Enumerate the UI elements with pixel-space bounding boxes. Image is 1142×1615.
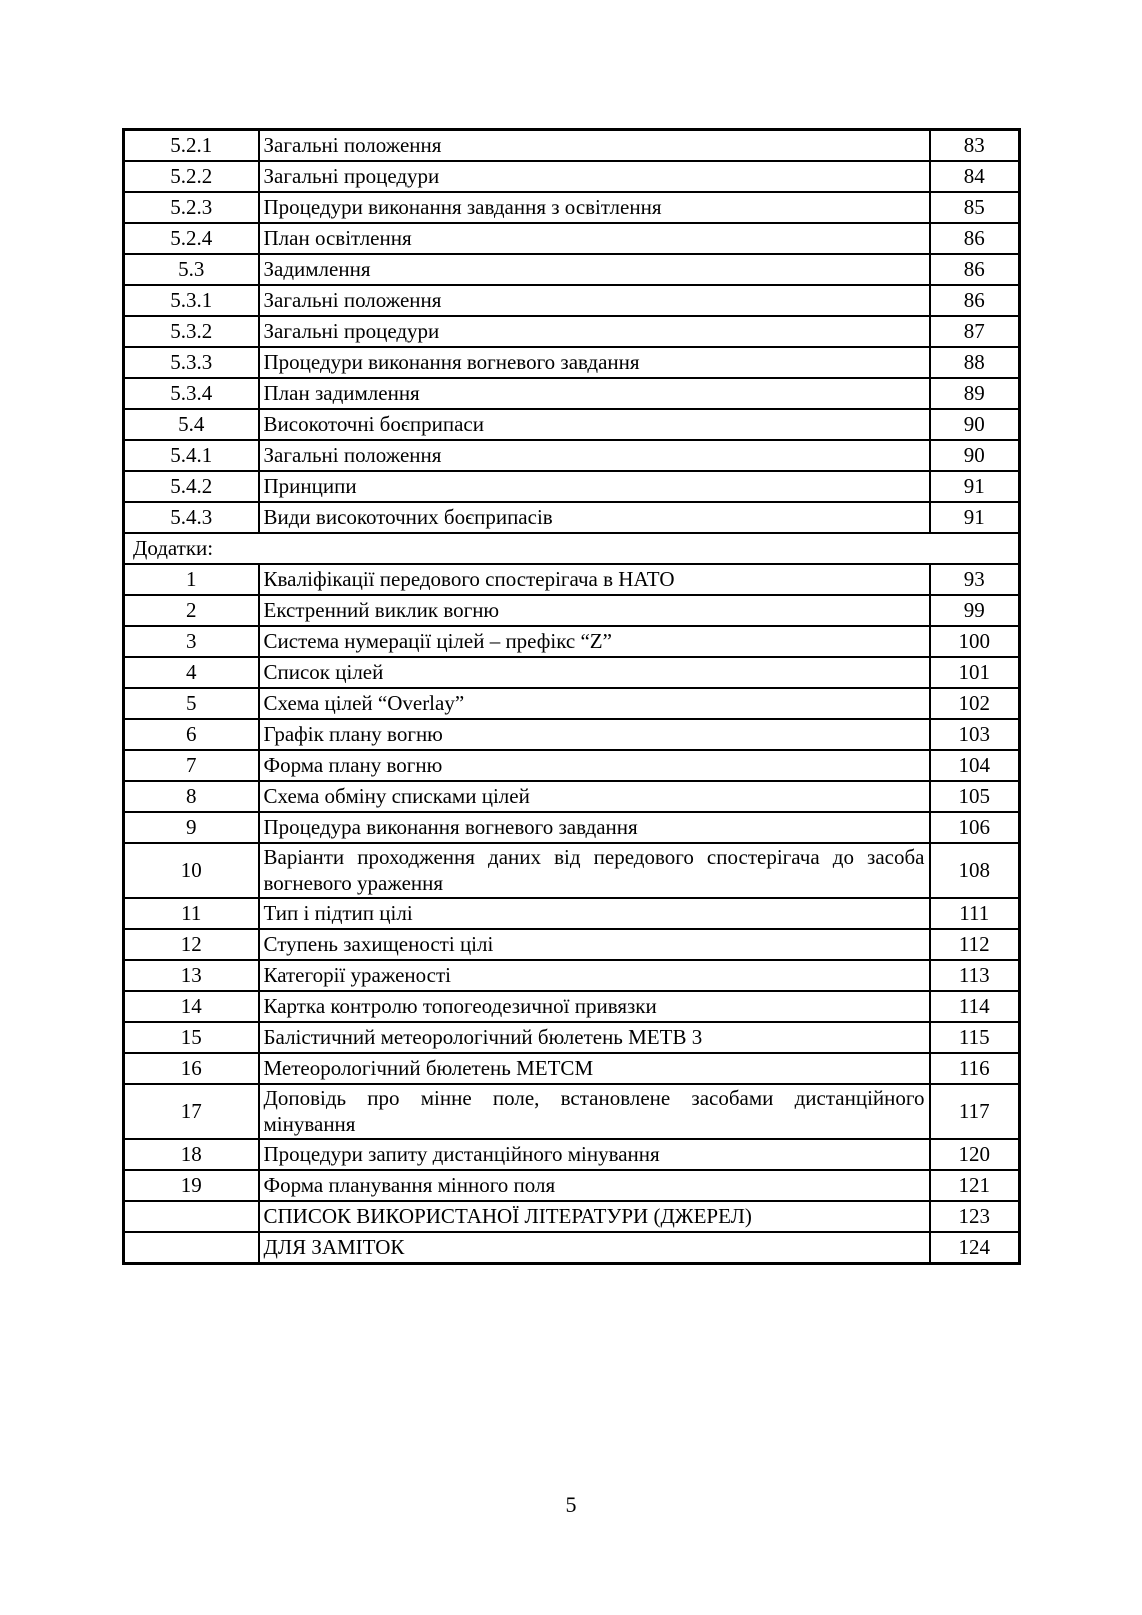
toc-entry-title: Процедури запиту дистанційного мінування: [259, 1139, 930, 1170]
toc-entry-title: Процедури виконання завдання з освітлення: [259, 192, 930, 223]
toc-entry-page: 85: [930, 192, 1020, 223]
appendices-section-row: [124, 533, 1020, 564]
toc-entry-title: Загальні положення: [259, 285, 930, 316]
table-row: [124, 781, 1020, 812]
toc-entry-title: Задимлення: [259, 254, 930, 285]
toc-entry-page: 86: [930, 223, 1020, 254]
toc-entry-title: Процедура виконання вогневого завдання: [259, 812, 930, 843]
toc-entry-page: 102: [930, 688, 1020, 719]
table-row: [124, 1084, 1020, 1139]
table-row: [124, 502, 1020, 533]
table-row: [124, 657, 1020, 688]
toc-entry-title: План задимлення: [259, 378, 930, 409]
toc-entry-title: Процедури виконання вогневого завдання: [259, 347, 930, 378]
toc-entry-number: 5.3.2: [124, 316, 259, 347]
toc-entry-number: 5.3.3: [124, 347, 259, 378]
toc-entry-title: Схема обміну списками цілей: [259, 781, 930, 812]
toc-entry-number: 19: [124, 1170, 259, 1201]
table-row: [124, 378, 1020, 409]
toc-entry-page: 116: [930, 1053, 1020, 1084]
toc-entry-number: 16: [124, 1053, 259, 1084]
table-row: [124, 1139, 1020, 1170]
toc-entry-number: 4: [124, 657, 259, 688]
toc-entry-number: 5.3.4: [124, 378, 259, 409]
toc-entry-number: 3: [124, 626, 259, 657]
toc-entry-page: 88: [930, 347, 1020, 378]
toc-entry-page: 90: [930, 409, 1020, 440]
toc-entry-number: 2: [124, 595, 259, 626]
toc-entry-title: Високоточні боєприпаси: [259, 409, 930, 440]
toc-entry-number: 1: [124, 564, 259, 595]
table-row: [124, 285, 1020, 316]
toc-entry-number: 15: [124, 1022, 259, 1053]
toc-entry-title: Графік плану вогню: [259, 719, 930, 750]
table-row: [124, 929, 1020, 960]
table-row: [124, 254, 1020, 285]
toc-entry-page: 90: [930, 440, 1020, 471]
toc-entry-number: [124, 1232, 259, 1264]
toc-entry-number: 5: [124, 688, 259, 719]
toc-entry-page: 120: [930, 1139, 1020, 1170]
toc-entry-title: Загальні положення: [259, 130, 930, 162]
table-row: [124, 1053, 1020, 1084]
toc-entry-title: Ступень захищеності цілі: [259, 929, 930, 960]
table-row: [124, 440, 1020, 471]
table-row: [124, 409, 1020, 440]
toc-entry-page: 91: [930, 471, 1020, 502]
toc-entry-number: 8: [124, 781, 259, 812]
toc-entry-title: Форма планування мінного поля: [259, 1170, 930, 1201]
table-row: [124, 1201, 1020, 1232]
toc-entry-number: 5.2.2: [124, 161, 259, 192]
toc-entry-page: 115: [930, 1022, 1020, 1053]
toc-entry-title: Кваліфікації передового спостерігача в НАТО: [259, 564, 930, 595]
table-row: [124, 719, 1020, 750]
table-row: [124, 843, 1020, 898]
table-row: [124, 316, 1020, 347]
toc-entry-number: 17: [124, 1084, 259, 1139]
table-row: [124, 564, 1020, 595]
toc-entry-title: Список цілей: [259, 657, 930, 688]
toc-entry-page: 124: [930, 1232, 1020, 1264]
appendices-section-label: Додатки:: [124, 533, 1020, 564]
toc-entry-page: 104: [930, 750, 1020, 781]
toc-entry-number: 14: [124, 991, 259, 1022]
toc-entry-title: Балістичний метеорологічний бюлетень МЕТВ 3: [259, 1022, 930, 1053]
toc-entry-title: Загальні процедури: [259, 316, 930, 347]
toc-entry-page: 123: [930, 1201, 1020, 1232]
toc-entry-page: 84: [930, 161, 1020, 192]
toc-entry-number: 5.4.1: [124, 440, 259, 471]
toc-entry-page: 105: [930, 781, 1020, 812]
toc-entry-number: 5.4: [124, 409, 259, 440]
toc-entry-title: Принципи: [259, 471, 930, 502]
toc-entry-title: Доповідь про мінне поле, встановлене засобами дистанційного мінування: [259, 1084, 930, 1139]
toc-entry-number: 5.3: [124, 254, 259, 285]
toc-entry-title: Тип і підтип цілі: [259, 898, 930, 929]
toc-entry-title: Екстренний виклик вогню: [259, 595, 930, 626]
table-row: [124, 626, 1020, 657]
table-row: [124, 347, 1020, 378]
toc-entry-title: Категорії ураженості: [259, 960, 930, 991]
toc-entry-page: 113: [930, 960, 1020, 991]
toc-entry-page: 121: [930, 1170, 1020, 1201]
table-row: [124, 130, 1020, 162]
table-row: [124, 688, 1020, 719]
toc-entry-number: 5.3.1: [124, 285, 259, 316]
page-number: 5: [565, 1492, 577, 1517]
toc-entry-page: 86: [930, 285, 1020, 316]
toc-entry-title: ДЛЯ ЗАМІТОК: [259, 1232, 930, 1264]
table-row: [124, 223, 1020, 254]
table-row: [124, 161, 1020, 192]
toc-entry-title: Метеорологічний бюлетень МЕТСМ: [259, 1053, 930, 1084]
toc-entry-number: 5.4.2: [124, 471, 259, 502]
toc-entry-number: 5.4.3: [124, 502, 259, 533]
toc-entry-page: 114: [930, 991, 1020, 1022]
toc-entry-page: 101: [930, 657, 1020, 688]
toc-entry-title: Форма плану вогню: [259, 750, 930, 781]
toc-entry-title: Схема цілей “Overlay”: [259, 688, 930, 719]
table-row: [124, 595, 1020, 626]
toc-entry-page: 106: [930, 812, 1020, 843]
toc-entry-page: 103: [930, 719, 1020, 750]
toc-entry-page: 99: [930, 595, 1020, 626]
table-row: [124, 1022, 1020, 1053]
toc-entry-title: Види високоточних боєприпасів: [259, 502, 930, 533]
toc-entry-page: 112: [930, 929, 1020, 960]
toc-entry-page: 91: [930, 502, 1020, 533]
toc-entry-page: 108: [930, 843, 1020, 898]
toc-entry-number: 18: [124, 1139, 259, 1170]
toc-entry-number: 13: [124, 960, 259, 991]
toc-entry-number: 7: [124, 750, 259, 781]
toc-entry-number: 12: [124, 929, 259, 960]
table-row: [124, 750, 1020, 781]
toc-entry-number: 9: [124, 812, 259, 843]
toc-entry-number: 11: [124, 898, 259, 929]
table-row: [124, 192, 1020, 223]
toc-entry-title: Загальні положення: [259, 440, 930, 471]
toc-entry-page: 89: [930, 378, 1020, 409]
toc-entry-title: Загальні процедури: [259, 161, 930, 192]
toc-entry-number: 6: [124, 719, 259, 750]
toc-entry-page: 83: [930, 130, 1020, 162]
table-row: [124, 471, 1020, 502]
table-row: [124, 812, 1020, 843]
table-row: [124, 960, 1020, 991]
toc-entry-page: 93: [930, 564, 1020, 595]
toc-entry-page: 86: [930, 254, 1020, 285]
toc-entry-title: Система нумерації цілей – префікс “Z”: [259, 626, 930, 657]
toc-entry-page: 117: [930, 1084, 1020, 1139]
toc-entry-title: Картка контролю топогеодезичної привязки: [259, 991, 930, 1022]
toc-entry-title: Варіанти проходження даних від передового спостерігача до засоба вогневого ураження: [259, 843, 930, 898]
table-row: [124, 1232, 1020, 1264]
toc-entry-page: 111: [930, 898, 1020, 929]
toc-entry-title: СПИСОК ВИКОРИСТАНОЇ ЛІТЕРАТУРИ (ДЖЕРЕЛ): [259, 1201, 930, 1232]
toc-entry-page: 87: [930, 316, 1020, 347]
table-row: [124, 898, 1020, 929]
table-row: [124, 1170, 1020, 1201]
toc-table: [122, 128, 1021, 1265]
toc-entry-number: 5.2.4: [124, 223, 259, 254]
toc-entry-number: [124, 1201, 259, 1232]
toc-entry-number: 10: [124, 843, 259, 898]
table-row: [124, 991, 1020, 1022]
toc-entry-page: 100: [930, 626, 1020, 657]
toc-entry-number: 5.2.1: [124, 130, 259, 162]
toc-entry-title: План освітлення: [259, 223, 930, 254]
toc-entry-number: 5.2.3: [124, 192, 259, 223]
